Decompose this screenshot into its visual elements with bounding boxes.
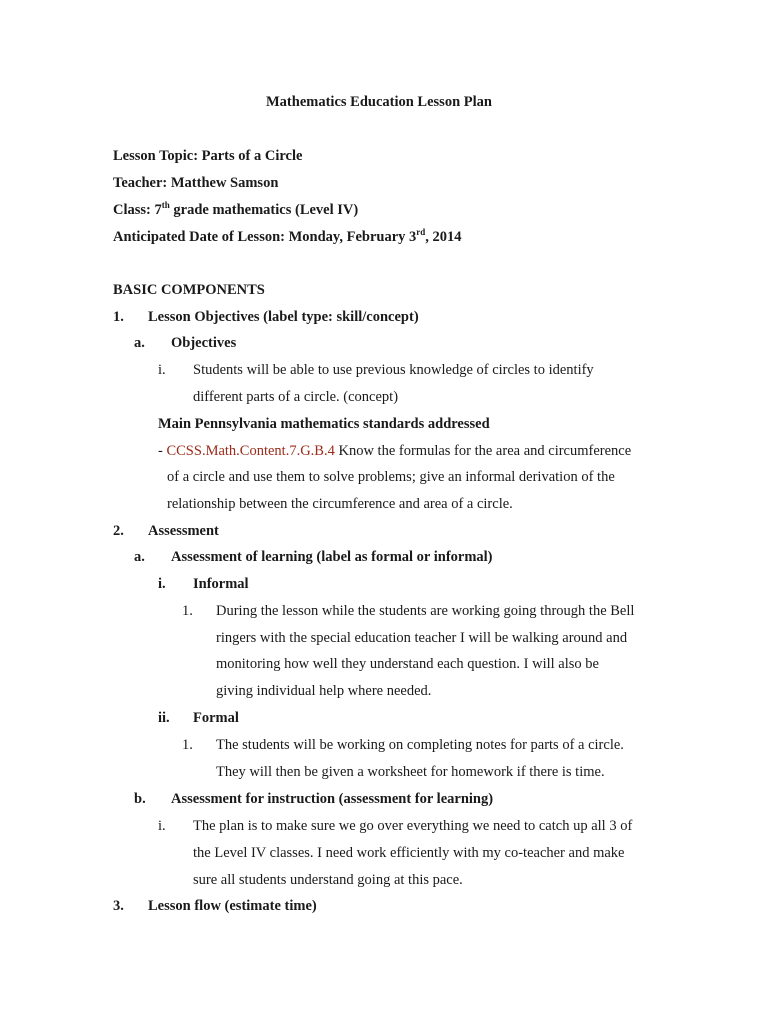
standard-line-1-rest: Know the formulas for the area and circumference <box>334 443 632 459</box>
document-title: Mathematics Education Lesson Plan <box>266 94 492 110</box>
standard-line-1 <box>158 442 631 460</box>
formal-item-line-1: The students will be working on completing notes for parts of a circle. <box>216 737 624 753</box>
standard-line-2: of a circle and use them to solve problems; give an informal derivation of the <box>167 469 615 485</box>
objective-line-2: different parts of a circle. (concept) <box>193 389 399 405</box>
class-suffix: grade mathematics (Level IV) <box>169 202 359 218</box>
formal-heading: Formal <box>193 710 239 726</box>
standards-heading: Main Pennsylvania mathematics standards addressed <box>158 416 490 432</box>
section-2-heading: Assessment <box>148 523 219 539</box>
objective-i-label: i. <box>158 362 166 378</box>
formal-item-number: 1. <box>182 737 193 753</box>
informal-item-number: 1. <box>182 603 193 619</box>
section-2a-label: a. <box>134 549 145 565</box>
formal-item-line-2: They will then be given a worksheet for homework if there is time. <box>216 764 605 780</box>
informal-label: i. <box>158 576 166 592</box>
standard-line-3: relationship between the circumference and area of a circle. <box>167 496 513 512</box>
section-1-number: 1. <box>113 309 124 325</box>
class-superscript: th <box>161 200 170 210</box>
section-1a-label: a. <box>134 335 145 351</box>
instruction-line-2: the Level IV classes. I need work efficiently with my co-teacher and make <box>193 845 625 861</box>
instruction-line-3: sure all students understand going at this pace. <box>193 872 463 888</box>
formal-label: ii. <box>158 710 170 726</box>
objective-line-1: Students will be able to use previous knowledge of circles to identify <box>193 362 594 378</box>
informal-item-line-1: During the lesson while the students are working going through the Bell <box>216 603 635 619</box>
informal-heading: Informal <box>193 576 249 592</box>
date-superscript: rd <box>416 227 426 237</box>
section-2-number: 2. <box>113 523 124 539</box>
class-line <box>113 201 358 219</box>
section-3-number: 3. <box>113 898 124 914</box>
teacher-name: Teacher: Matthew Samson <box>113 175 279 191</box>
informal-item-line-4: giving individual help where needed. <box>216 683 432 699</box>
informal-item-line-2: ringers with the special education teacher I will be walking around and <box>216 630 628 646</box>
lesson-topic: Lesson Topic: Parts of a Circle <box>113 148 303 164</box>
assessment-of-learning-heading: Assessment of learning (label as formal or informal) <box>171 549 493 565</box>
section-3-heading: Lesson flow (estimate time) <box>148 898 317 914</box>
informal-item-line-3: monitoring how well they understand each question. I will also be <box>216 656 599 672</box>
date-suffix: , 2014 <box>425 229 462 245</box>
objectives-heading: Objectives <box>171 335 237 351</box>
lesson-date-line <box>113 228 462 246</box>
date-prefix: Anticipated Date of Lesson: Monday, February 3 <box>113 229 417 245</box>
section-1-heading: Lesson Objectives (label type: skill/concept) <box>148 309 419 325</box>
section-2b-label: b. <box>134 791 146 807</box>
instruction-line-1: The plan is to make sure we go over everything we need to catch up all 3 of <box>193 818 633 834</box>
basic-components-heading: BASIC COMPONENTS <box>113 282 265 298</box>
class-prefix: Class: 7 <box>113 202 162 218</box>
assessment-for-instruction-heading: Assessment for instruction (assessment for learning) <box>171 791 494 807</box>
standard-dash: - <box>158 443 167 459</box>
standard-code: CCSS.Math.Content.7.G.B.4 <box>166 443 335 459</box>
instruction-i-label: i. <box>158 818 166 834</box>
